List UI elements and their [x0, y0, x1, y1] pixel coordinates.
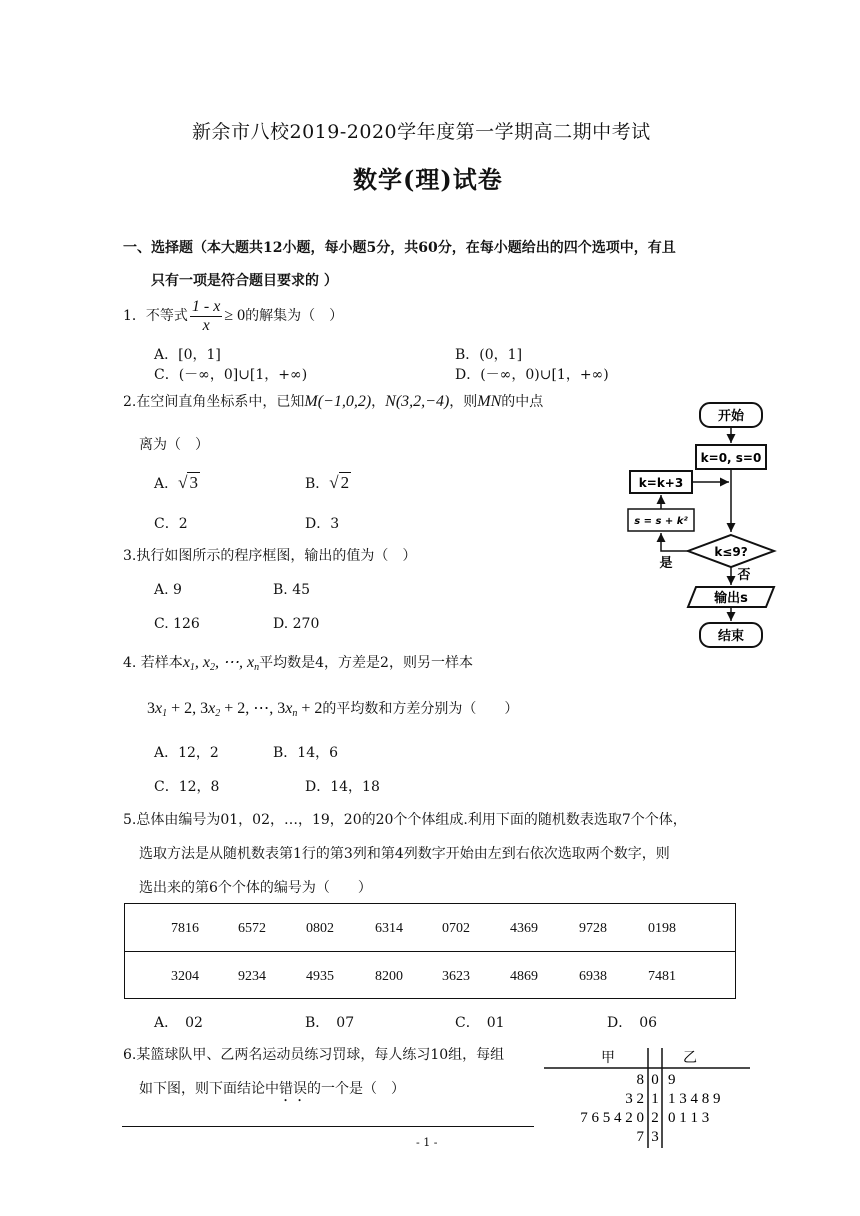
- q2-text-b: ，则: [449, 394, 478, 410]
- q4-line2: [147, 698, 518, 719]
- stem-leaf-plot: [540, 1044, 760, 1148]
- table-cell: 4935: [306, 969, 334, 984]
- question-4: [123, 652, 473, 673]
- table-cell: 0802: [306, 921, 334, 936]
- q2-option-a-radicand: 3: [189, 473, 198, 492]
- q1-suffix: 的解集为（ ）: [245, 308, 344, 325]
- q2-sep: ，: [371, 394, 386, 410]
- stem-leaf-left-leaves: 7 6 5 4 2 0: [580, 1110, 644, 1126]
- table-divider: [125, 951, 735, 952]
- stem-leaf-right-leaves: 0 1 1 3: [668, 1110, 710, 1126]
- flow-update-s-label: s = s + k²: [634, 516, 688, 527]
- question-5-line3: 选出来的第6个个体的编号为（ ）: [139, 880, 372, 896]
- q5-option-d: D． 06: [607, 1015, 658, 1031]
- stem-leaf-stem: 2: [651, 1110, 659, 1126]
- table-cell: 0702: [442, 921, 470, 936]
- exam-subtitle: 数学(理)试卷: [353, 165, 503, 194]
- q4-text-b: 平均数是4，方差是2，则另一样本: [259, 655, 473, 671]
- flow-end-label: 结束: [717, 629, 745, 644]
- q2-point-m: M(−1,0,2): [304, 393, 372, 410]
- flow-output-label: 输出s: [714, 591, 748, 606]
- stem-leaf-stem: 0: [651, 1072, 659, 1088]
- stem-leaf-left-leaves: 3 2: [625, 1091, 644, 1107]
- q1-fraction: [190, 298, 222, 334]
- q2-text-a: 2.在空间直角坐标系中，已知: [123, 394, 305, 410]
- q6-emphasis: 错误: [279, 1081, 307, 1097]
- stem-leaf-left-header: 甲: [601, 1050, 615, 1066]
- question-1: [123, 298, 343, 334]
- q2-text-c: 的中点: [501, 394, 544, 410]
- stem-leaf-left-leaves: 8: [636, 1072, 644, 1088]
- stem-leaf-right-leaves: 9: [668, 1072, 676, 1088]
- stem-leaf-left-leaves: 7: [636, 1129, 644, 1145]
- q4-option-d: D．14，18: [305, 779, 380, 795]
- table-cell: 7816: [171, 921, 199, 936]
- q3-option-a: A. 9: [154, 582, 182, 598]
- q1-option-a: A．[0，1]: [154, 347, 221, 363]
- table-cell: 3204: [171, 969, 199, 984]
- table-cell: 6314: [375, 921, 403, 936]
- q6-text-b: 的一个是（ ）: [307, 1081, 405, 1097]
- table-cell: 4369: [510, 921, 538, 936]
- table-cell: 6938: [579, 969, 607, 984]
- q1-prefix: 1．不等式: [123, 308, 188, 325]
- stem-leaf-stem: 1: [651, 1091, 659, 1107]
- q2-option-b-label: B．: [305, 476, 330, 492]
- random-number-table: [124, 903, 736, 999]
- q3-option-b: B. 45: [273, 582, 311, 598]
- table-cell: 9234: [238, 969, 266, 984]
- stem-leaf-stem: 3: [651, 1129, 659, 1145]
- q1-relation: ≥ 0: [224, 307, 246, 325]
- q2-line2: 离为（ ）: [139, 437, 209, 453]
- q5-option-c: C． 01: [455, 1015, 505, 1031]
- table-cell: 9728: [579, 921, 607, 936]
- q1-denominator: x: [202, 316, 210, 334]
- q2-option-a-label: A．: [154, 476, 179, 492]
- q4-option-a: A．12，2: [154, 745, 219, 761]
- flow-no-label: 否: [737, 568, 751, 583]
- q4-option-c: C．12，8: [154, 779, 220, 795]
- q4-option-b: B．14，6: [273, 745, 339, 761]
- q4-text-a: 4. 若样本: [123, 655, 183, 671]
- flow-yes-label: 是: [659, 556, 673, 571]
- stem-leaf-right-header: 乙: [683, 1050, 697, 1066]
- q2-option-c: C．2: [154, 516, 188, 532]
- q6-text-a: 如下图，则下面结论中: [139, 1081, 279, 1097]
- stem-leaf-right-leaves: 1 3 4 8 9: [668, 1091, 721, 1107]
- q2-option-d: D．3: [305, 516, 340, 532]
- sqrt-symbol: √ 3: [178, 473, 198, 492]
- table-cell: 8200: [375, 969, 403, 984]
- sqrt-symbol: √ 2: [329, 473, 350, 492]
- exam-title: 新余市八校2019-2020学年度第一学期高二期中考试: [192, 121, 651, 143]
- table-cell: 0198: [648, 921, 676, 936]
- table-cell: 7481: [648, 969, 676, 984]
- section-heading-cont: 只有一项是符合题目要求的 ）: [151, 273, 338, 289]
- flowchart: [610, 395, 810, 655]
- q1-option-b: B．(0，1]: [455, 347, 523, 363]
- q2-point-n: N(3,2,−4): [385, 393, 450, 410]
- question-3: 3.执行如图所示的程序框图，输出的值为（ ）: [123, 548, 417, 564]
- flow-condition-label: k≤9?: [714, 545, 748, 559]
- table-cell: 3623: [442, 969, 470, 984]
- table-cell: 6572: [238, 921, 266, 936]
- page-number: - 1 -: [416, 1136, 438, 1149]
- q4-text-c: 的平均数和方差分别为（ ）: [322, 701, 519, 717]
- q3-option-c: C. 126: [154, 616, 200, 632]
- q2-option-b-radicand: 2: [340, 473, 350, 492]
- q1-option-c: C．(－∞，0]∪[1，+∞): [154, 367, 308, 383]
- flow-init-label: k=0, s=0: [700, 451, 762, 465]
- question-6-line2: [139, 1078, 405, 1105]
- q2-option-b: [305, 473, 351, 493]
- question-2: [123, 391, 543, 411]
- q5-option-a: A． 02: [154, 1015, 203, 1031]
- question-5-line2: 选取方法是从随机数表第1行的第3列和第4列数字开始由左到右依次选取两个数字，则: [139, 846, 670, 862]
- q4-transformed-expr: $3x_1 + 2$, $3x_2 + 2$, ⋯, $3x_n + 2$: [147, 700, 323, 719]
- table-cell: 4869: [510, 969, 538, 984]
- q2-segment: MN: [477, 393, 502, 410]
- q5-option-b: B． 07: [305, 1015, 355, 1031]
- q2-option-a: [154, 473, 200, 493]
- q1-option-d: D．(－∞，0)∪[1，+∞): [455, 367, 609, 383]
- stem-leaf-rows: [580, 1072, 720, 1145]
- flow-start-label: 开始: [717, 409, 745, 424]
- q1-numerator: 1 - x: [191, 298, 221, 315]
- flow-update-k-label: k=k+3: [638, 476, 684, 490]
- section-heading: 一、选择题（本大题共12小题，每小题5分，共60分，在每小题给出的四个选项中，有且: [123, 240, 676, 256]
- q4-sample-expr: $x_1$, $x_2$, ⋯, $x_n$: [182, 654, 260, 673]
- footer-line: [122, 1126, 534, 1127]
- question-6: 6.某篮球队甲、乙两名运动员练习罚球，每人练习10组，每组: [123, 1047, 505, 1063]
- q3-option-d: D. 270: [273, 616, 320, 632]
- question-5: 5.总体由编号为01，02，…，19，20的20个个体组成.利用下面的随机数表选取7个个体，: [123, 812, 687, 828]
